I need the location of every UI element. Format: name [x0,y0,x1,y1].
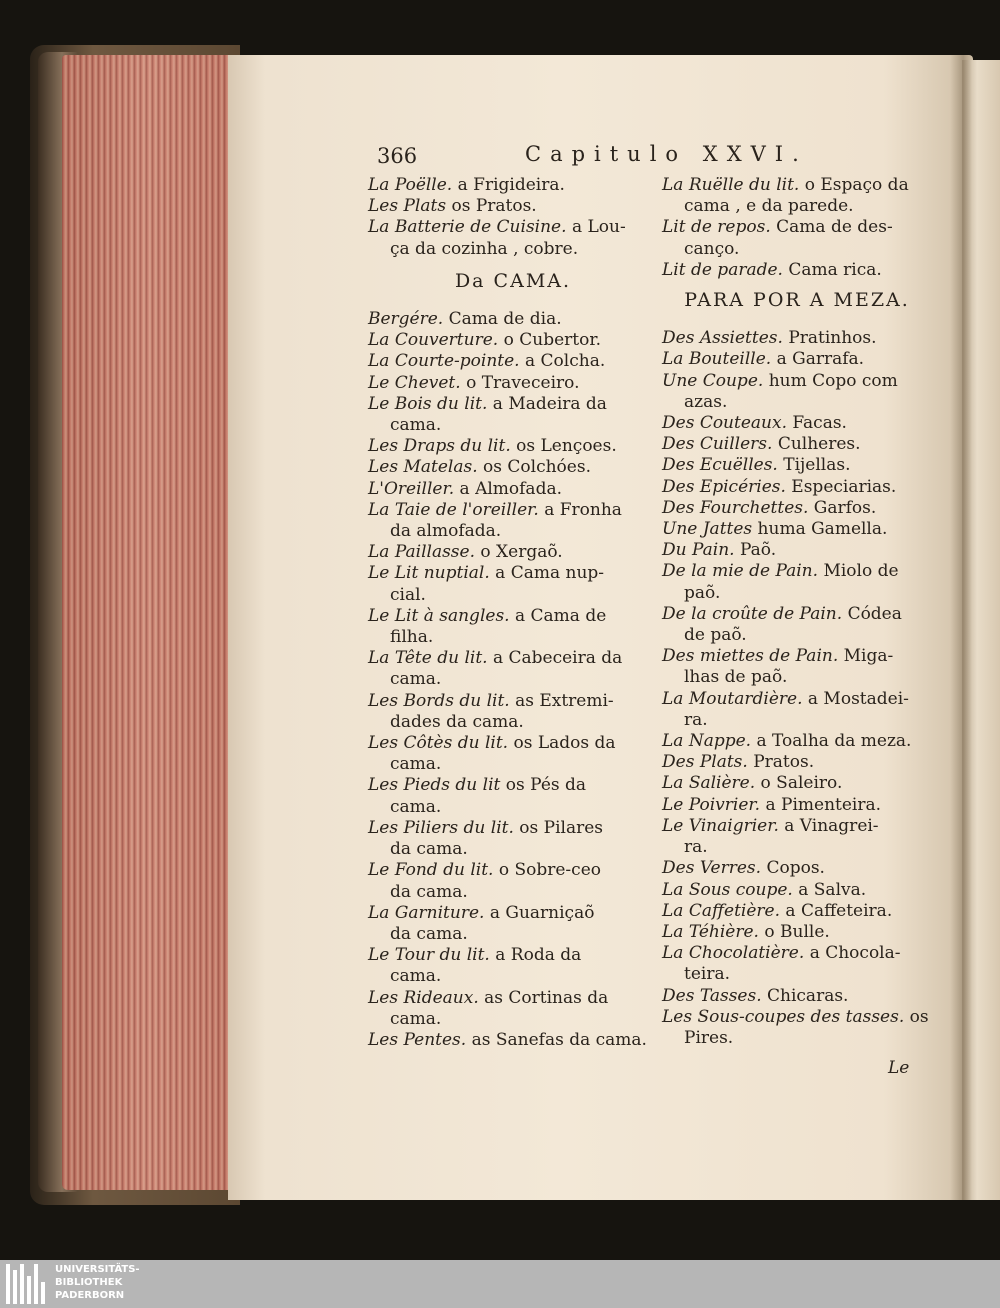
dictionary-entry [368,733,658,775]
dictionary-entry [662,371,932,413]
french-term: Des Cuillers. [662,434,773,455]
library-footer [0,1260,1000,1308]
dictionary-entry [368,436,658,457]
portuguese-term: Facas. [792,413,847,434]
dictionary-entry [662,880,932,901]
section-heading-cama: Da CAMA. [454,269,572,292]
french-term: La Paillasse. [368,542,475,563]
french-term: La Téhière. [662,921,759,942]
dictionary-entry [662,477,932,498]
french-term: Les Matelas. [368,457,478,478]
portuguese-term: Paõ. [740,540,777,561]
dictionary-entry [368,563,658,605]
portuguese-term: Cama de des- [776,217,893,238]
portuguese-term-continuation: cama. [390,966,442,987]
dictionary-entry [368,691,658,733]
portuguese-term: os Pratos. [451,196,537,217]
portuguese-term: as Extremi- [515,690,614,711]
portuguese-term: a Pimenteira. [765,794,882,815]
portuguese-term: os Pés da [505,775,587,796]
french-term: De la croûte de Pain. [662,603,843,624]
french-term: Le Tour du lit. [368,945,490,966]
portuguese-term-continuation: cama. [390,669,442,690]
portuguese-term: Miolo de [823,561,899,582]
portuguese-term: as Cortinas da [484,987,609,1008]
french-term: L'Oreiller. [368,478,455,499]
french-term: La Batterie de Cuisine. [368,217,567,238]
portuguese-term: Culheres. [777,434,861,455]
dictionary-entry [368,457,658,478]
dictionary-entry [368,373,658,394]
french-term: La Caffetière. [662,900,780,921]
portuguese-term-continuation: da cama. [390,923,468,944]
french-term: Le Bois du lit. [368,393,488,414]
section-heading-meza: PARA POR A MEZA. [684,289,910,312]
dictionary-entry [662,858,932,879]
dictionary-entry [368,775,658,817]
dictionary-entry [662,328,932,349]
portuguese-term-continuation: paõ. [684,582,721,603]
french-term: La Garniture. [368,902,485,923]
french-term: Les Pentes. [368,1029,467,1050]
french-term: Les Piliers du lit. [368,817,514,838]
catchword: Le [888,1058,910,1078]
portuguese-term-continuation: Pires. [684,1027,734,1048]
french-term: Des Couteaux. [662,413,787,434]
portuguese-term: o Xergaõ. [480,542,563,563]
running-title: Capitulo XXVI. [525,142,808,166]
dictionary-entry [662,943,932,985]
portuguese-term: Pratos. [753,752,815,773]
french-term: La Salière. [662,773,756,794]
dictionary-entry [368,217,658,259]
dictionary-entry [368,903,658,945]
dictionary-entry [368,860,658,902]
left-main-entries [368,309,658,1051]
dictionary-entry [662,455,932,476]
french-term: Des Fourchettes. [662,497,809,518]
dictionary-entry [662,731,932,752]
french-term: La Bouteille. [662,349,772,370]
french-term: La Poëlle. [368,175,453,195]
french-term: La Sous coupe. [662,879,793,900]
portuguese-term: Copos. [766,858,825,879]
french-term: Les Rideaux. [368,987,479,1008]
right-column [662,175,932,1049]
french-term: La Ruëlle du lit. [662,175,800,195]
french-term: Le Chevet. [368,372,461,393]
portuguese-term: o Cubertor. [503,330,601,351]
portuguese-term: os Pilares [519,817,604,838]
french-term: Des miettes de Pain. [662,646,839,667]
portuguese-term: a Fronha [544,499,622,520]
page-header [377,142,847,176]
french-term: Les Bords du lit. [368,690,510,711]
dictionary-entry [368,542,658,563]
page-edges [62,55,232,1190]
dictionary-entry [368,648,658,690]
portuguese-term-continuation: cama. [390,415,442,436]
portuguese-term-continuation: dades da cama. [390,711,524,732]
portuguese-term: os Colchóes. [483,457,591,478]
portuguese-term: a Colcha. [525,351,606,372]
left-top-entries [368,175,658,260]
portuguese-term-continuation: da cama. [390,839,468,860]
portuguese-term: Miga- [843,646,894,667]
portuguese-term-continuation: canço. [684,238,740,259]
library-name [55,1263,140,1302]
french-term: Le Lit à sangles. [368,605,510,626]
french-term: Les Draps du lit. [368,436,511,457]
dictionary-entry [662,646,932,688]
page-gutter [950,55,972,1200]
dictionary-entry [368,500,658,542]
portuguese-term-continuation: lhas de paõ. [684,667,788,688]
portuguese-term: a Cama nup- [495,563,605,584]
library-name-line2: BIBLIOTHEK [55,1277,123,1288]
dictionary-entry [368,606,658,648]
french-term: Le Vinaigrier. [662,815,779,836]
left-column [368,175,658,1051]
portuguese-term: a Almofada. [459,478,562,499]
portuguese-term-continuation: azas. [684,391,728,412]
french-term: La Chocolatière. [662,943,805,964]
dictionary-entry [662,175,932,217]
french-term: Les Pieds du lit [368,775,501,796]
french-term: Lit de repos. [662,217,771,238]
portuguese-term-continuation: cama. [390,754,442,775]
portuguese-term-continuation: cama. [390,796,442,817]
portuguese-term: as Sanefas da cama. [471,1029,647,1050]
french-term: La Moutardière. [662,688,803,709]
portuguese-term-continuation: teira. [684,964,730,985]
dictionary-entry [662,773,932,794]
portuguese-term: a Roda da [495,945,582,966]
portuguese-term-continuation: ra. [684,709,708,730]
portuguese-term: os Lençoes. [516,436,617,457]
french-term: Le Fond du lit. [368,860,494,881]
french-term: Les Plats [368,196,447,217]
french-term: Des Tasses. [662,985,762,1006]
right-top-entries [662,175,932,281]
dictionary-entry [368,479,658,500]
french-term: Des Ecuëlles. [662,455,778,476]
dictionary-entry [662,519,932,540]
french-term: La Tête du lit. [368,648,488,669]
portuguese-term-continuation: cama. [390,1008,442,1029]
portuguese-term: Especiarias. [791,476,897,497]
portuguese-term-continuation: da cama. [390,881,468,902]
portuguese-term-continuation: filha. [390,627,434,648]
dictionary-entry [368,351,658,372]
portuguese-term: a Madeira da [492,393,607,414]
dictionary-entry [662,413,932,434]
portuguese-term: Chicaras. [767,985,849,1006]
portuguese-term: hum Copo com [768,370,898,391]
dictionary-entry [662,1007,932,1049]
portuguese-term: o Espaço da [804,175,909,195]
dictionary-entry [368,1030,658,1051]
portuguese-term: a Garrafa. [776,349,865,370]
french-term: Le Lit nuptial. [368,563,490,584]
french-term: De la mie de Pain. [662,561,819,582]
french-term: La Nappe. [662,731,752,752]
french-term: La Taie de l'oreiller. [368,499,539,520]
french-term: Les Côtès du lit. [368,733,509,754]
dictionary-entry [662,604,932,646]
dictionary-entry [368,309,658,330]
library-name-line3: PADERBORN [55,1290,125,1301]
dictionary-entry [368,394,658,436]
portuguese-term: o Sobre-ceo [498,860,601,881]
portuguese-term-continuation: ra. [684,837,708,858]
portuguese-term: a Chocola- [809,943,901,964]
portuguese-term-continuation: cama , e da parede. [684,196,854,217]
portuguese-term: Códea [847,603,902,624]
page-number: 366 [377,144,418,168]
dictionary-entry [662,816,932,858]
portuguese-term: o Bulle. [764,921,830,942]
portuguese-term: Cama de dia. [448,309,562,330]
portuguese-term-continuation: cial. [390,584,426,605]
french-term: Des Assiettes. [662,328,783,349]
portuguese-term: a Caffeteira. [785,900,893,921]
portuguese-term: a Lou- [571,217,626,238]
dictionary-entry [662,540,932,561]
portuguese-term: o Saleiro. [760,773,843,794]
portuguese-term: a Cabeceira da [492,648,623,669]
portuguese-term: a Frigideira. [457,175,565,195]
dictionary-entry [368,330,658,351]
portuguese-term: a Cama de [514,605,607,626]
french-term: Une Jattes [662,519,753,540]
french-term: Une Coupe. [662,370,764,391]
portuguese-term-continuation: ça da cozinha , cobre. [390,238,579,259]
portuguese-term: o Traveceiro. [466,372,580,393]
library-name-line1: UNIVERSITÄTS- [55,1264,140,1275]
portuguese-term: Garfos. [813,497,877,518]
library-logo-icon [6,1264,48,1304]
portuguese-term: a Mostadei- [807,688,909,709]
dictionary-entry [662,986,932,1007]
dictionary-entry [662,752,932,773]
french-term: Des Verres. [662,858,762,879]
portuguese-term: a Guarniçaõ [489,902,595,923]
dictionary-entry [368,818,658,860]
portuguese-term: os [909,1006,929,1027]
portuguese-term: a Salva. [798,879,867,900]
dictionary-entry [662,349,932,370]
french-term: Le Poivrier. [662,794,761,815]
french-term: La Couverture. [368,330,499,351]
right-main-entries [662,328,932,1049]
french-term: Des Plats. [662,752,748,773]
portuguese-term-continuation: de paõ. [684,625,747,646]
portuguese-term: a Toalha da meza. [756,731,912,752]
portuguese-term: huma Gamella. [757,519,888,540]
dictionary-entry [662,260,932,281]
french-term: Des Epicéries. [662,476,786,497]
dictionary-entry [368,945,658,987]
portuguese-term-continuation: da almofada. [390,521,502,542]
dictionary-entry [368,988,658,1030]
dictionary-entry [368,175,658,196]
portuguese-term: Tijellas. [783,455,851,476]
portuguese-term: os Lados da [513,733,616,754]
french-term: Lit de parade. [662,259,783,280]
portuguese-term: Cama rica. [788,259,882,280]
dictionary-entry [662,689,932,731]
dictionary-entry [662,217,932,259]
french-term: La Courte-pointe. [368,351,520,372]
french-term: Les Sous-coupes des tasses. [662,1006,905,1027]
french-term: Bergére. [368,309,444,330]
dictionary-entry [368,196,658,217]
dictionary-entry [662,498,932,519]
dictionary-entry [662,434,932,455]
portuguese-term: Pratinhos. [788,328,877,349]
dictionary-entry [662,795,932,816]
dictionary-entry [662,561,932,603]
portuguese-term: a Vinagrei- [784,815,879,836]
dictionary-entry [662,922,932,943]
french-term: Du Pain. [662,540,735,561]
dictionary-entry [662,901,932,922]
